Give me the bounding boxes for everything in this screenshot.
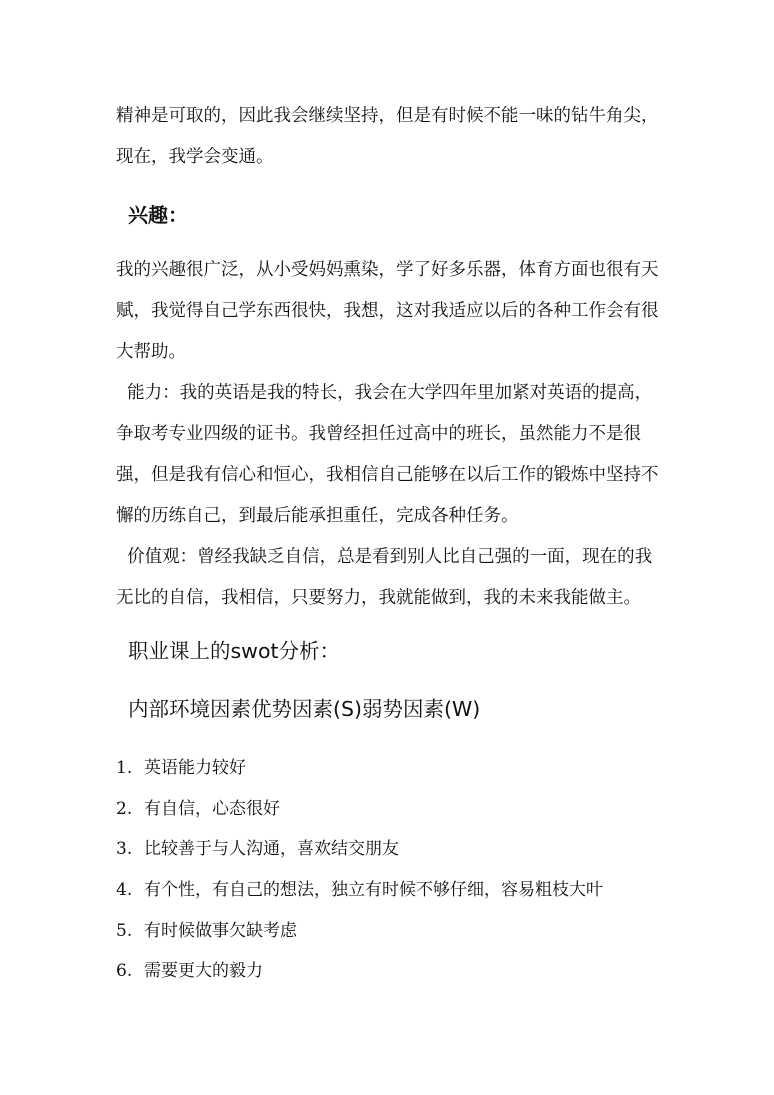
list-item [116,829,603,870]
list-item-number: 1. [116,758,133,778]
list-item [116,911,603,952]
swot-list [116,748,603,992]
list-item [116,951,603,992]
list-item-number: 4. [116,880,133,901]
list-item-text: 有个性，有自己的想法，独立有时候不够仔细，容易粗枝大叶 [144,880,603,901]
list-item [116,748,603,789]
list-item [116,789,603,830]
internal-factors-heading: 内部环境因素优势因素(S)弱势因素(W) [128,697,481,721]
list-item-text: 英语能力较好 [144,758,246,778]
list-item-text: 比较善于与人沟通，喜欢结交朋友 [144,839,399,860]
list-item-number: 6. [116,961,133,982]
list-item-text: 有自信，心态很好 [144,798,280,819]
list-item-number: 5. [116,920,133,941]
list-item-text: 有时候做事欠缺考虑 [144,920,297,941]
list-item-number: 2. [116,798,133,819]
intro-paragraph: 精神是可取的，因此我会继续坚持，但是有时候不能一味的钻牛角尖，现在，我学会变通。 [116,106,659,167]
list-item-text: 需要更大的毅力 [144,961,263,982]
list-item-number: 3. [116,839,133,860]
list-item [116,870,603,911]
swot-heading: 职业课上的swot分析： [128,639,341,663]
interest-paragraph: 我的兴趣很广泛，从小受妈妈熏染，学了好多乐器，体育方面也很有天赋，我觉得自己学东西很快，我想，这对我适应以后的各种工作会有很大帮助。 [116,260,659,362]
ability-paragraph: 能力：我的英语是我的特长，我会在大学四年里加紧对英语的提高，争取考专业四级的证书。我曾经担任过高中的班长，虽然能力不是很强，但是我有信心和恒心，我相信自己能够在以后工作的锻炼中坚持不懈的历练自己，到最后能承担重任，完成各种任务。 [116,383,659,526]
values-paragraph: 价值观：曾经我缺乏自信，总是看到别人比自己强的一面，现在的我无比的自信，我相信，只要努力，我就能做到，我的未来我能做主。 [116,547,653,608]
interest-heading: 兴趣： [128,203,188,227]
